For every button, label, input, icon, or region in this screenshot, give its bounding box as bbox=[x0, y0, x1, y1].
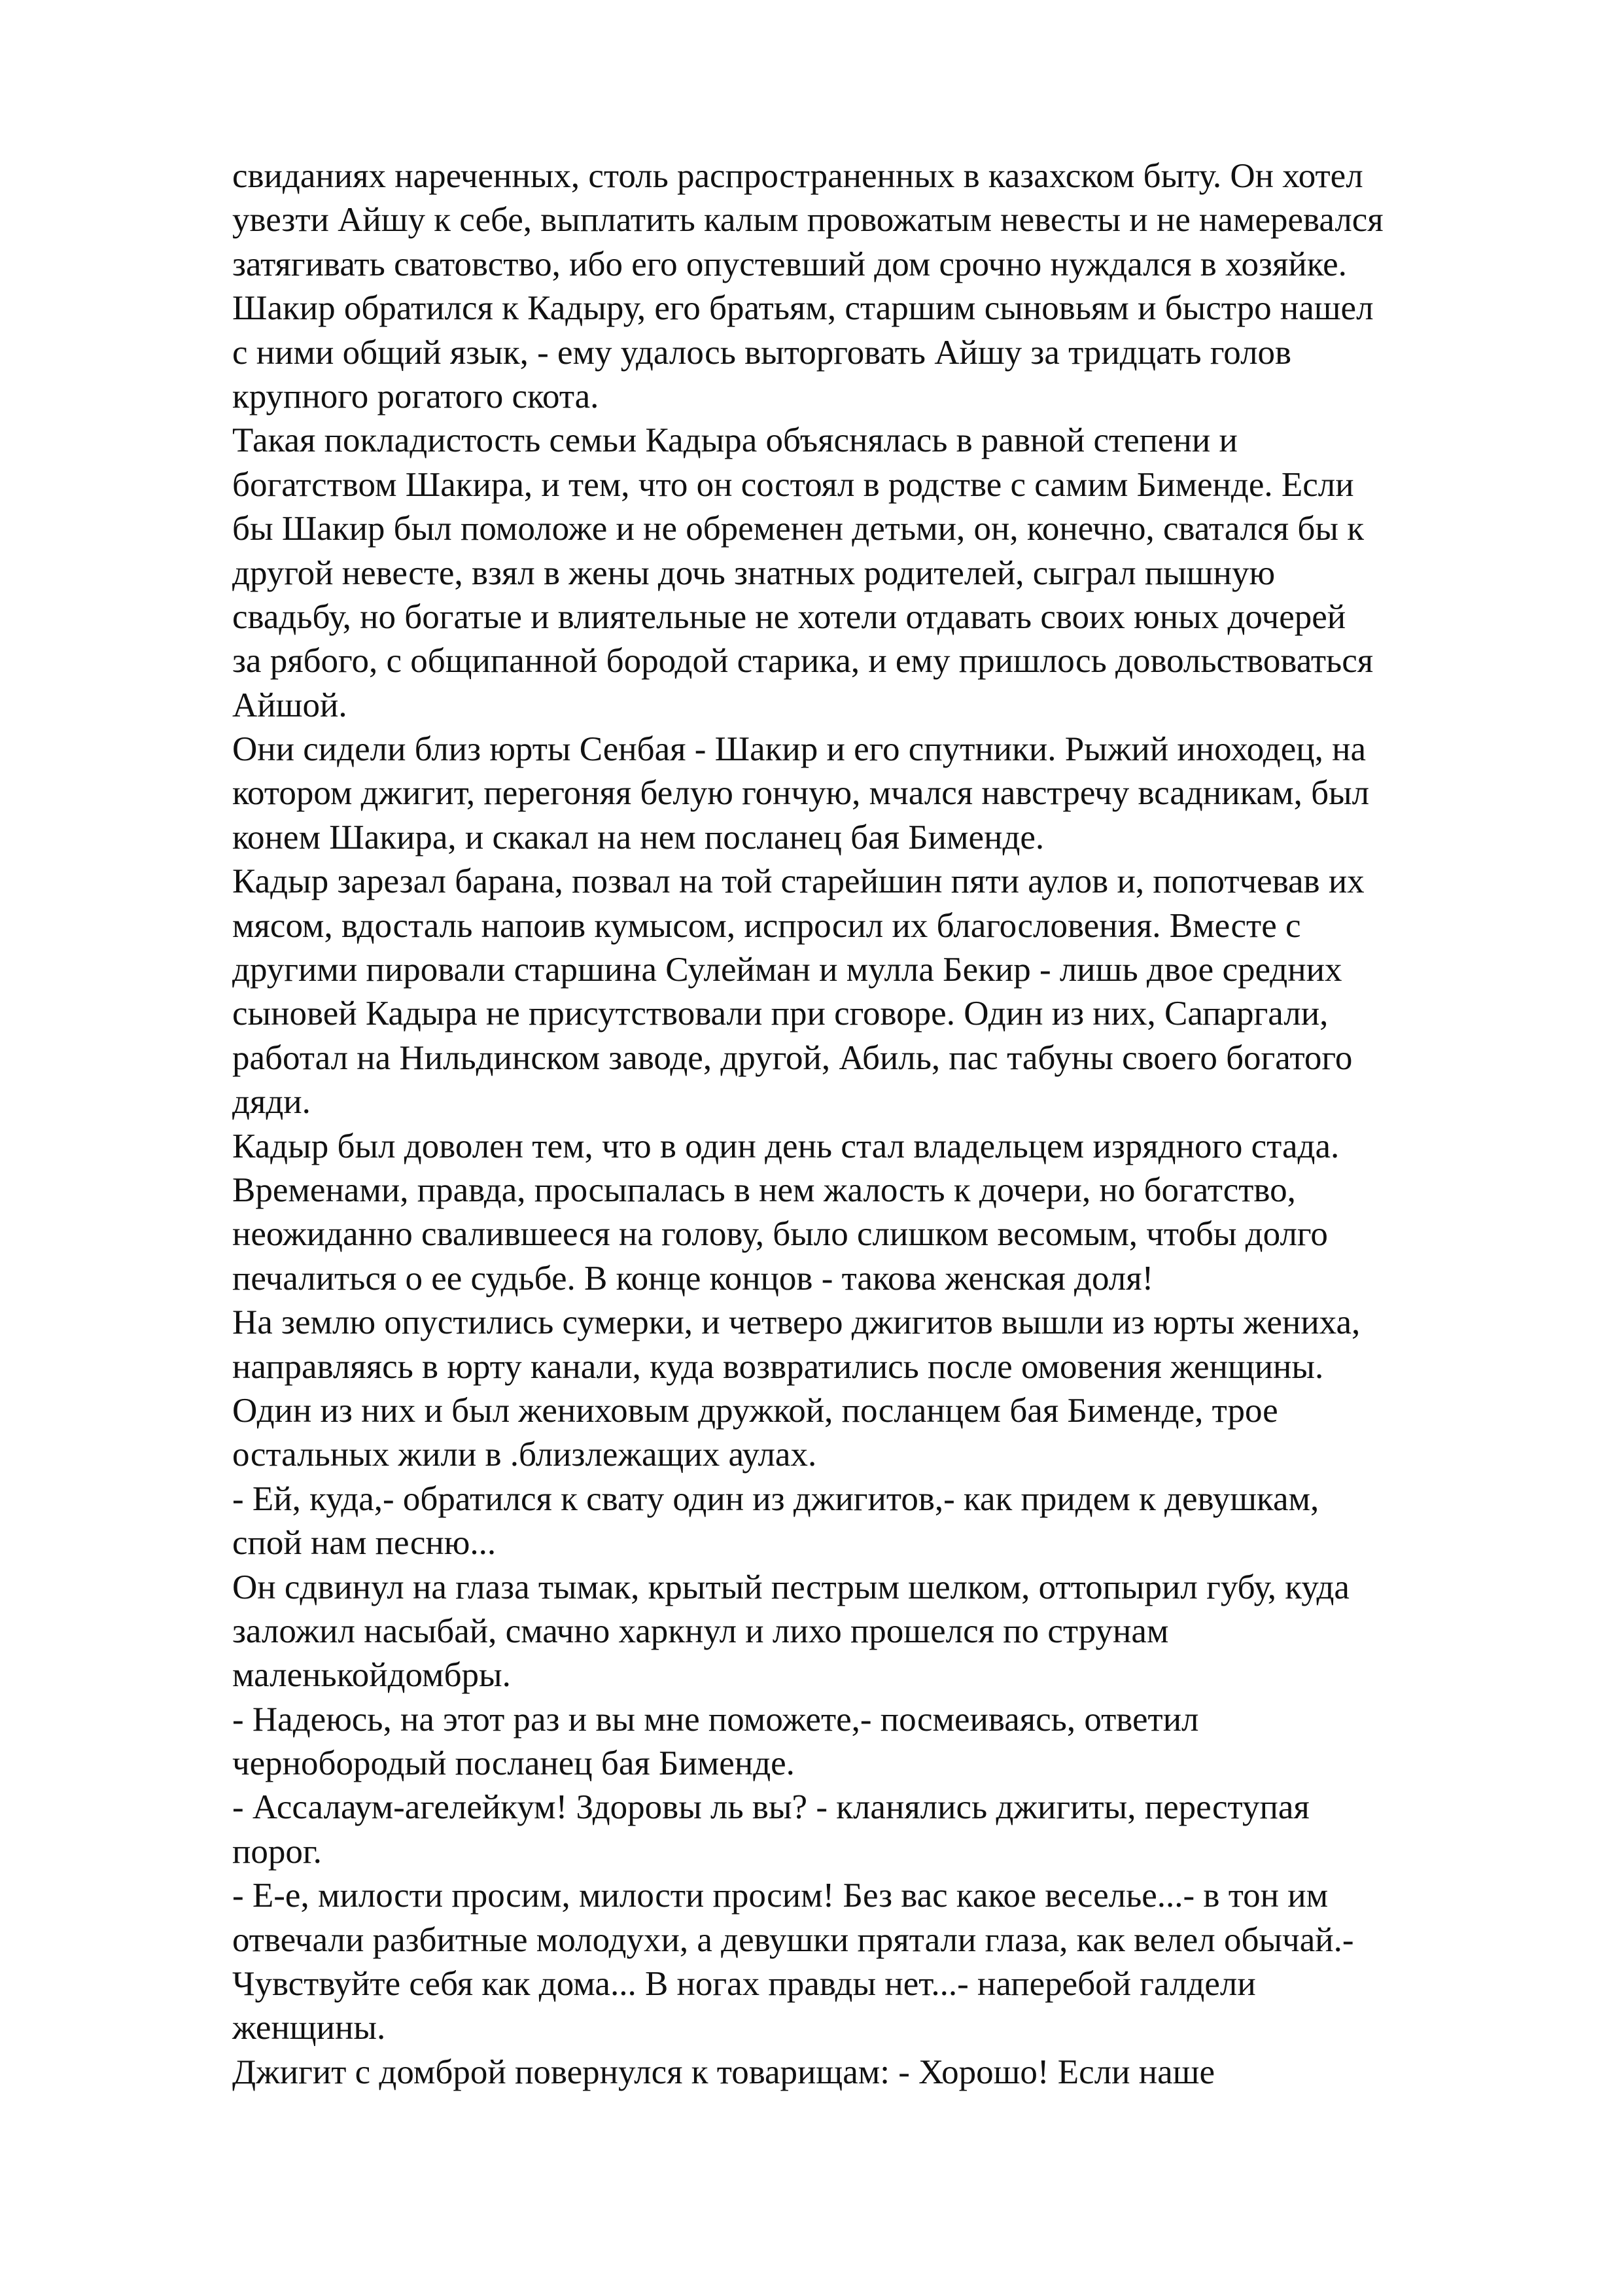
text-line: маленькойдомбры. bbox=[232, 1656, 511, 1695]
text-line: заложил насыбай, смачно харкнул и лихо прошелся по струнам bbox=[232, 1612, 1169, 1650]
text-line: крупного рогатого скота. bbox=[232, 377, 599, 415]
text-line: отвечали разбитные молодухи, а девушки прятали глаза, как велел обычай.- bbox=[232, 1920, 1354, 1959]
text-line: Айшой. bbox=[232, 686, 347, 724]
text-line: другими пировали старшина Сулейман и мулла Бекир - лишь двое средних bbox=[232, 951, 1342, 989]
text-line: с ними общий язык, - ему удалось выторговать Айшу за тридцать голов bbox=[232, 333, 1292, 372]
text-line: Он сдвинул на глаза тымак, крытый пестрым шелком, оттопырил губу, куда bbox=[232, 1568, 1350, 1606]
text-line: Они сидели близ юрты Сенбая - Шакир и его спутники. Рыжий иноходец, на bbox=[232, 730, 1366, 769]
text-line: увезти Айшу к себе, выплатить калым провожатым невесты и не намеревался bbox=[232, 201, 1384, 239]
text-line: Чувствуйте себя как дома... В ногах правды нет...- наперебой галдели bbox=[232, 1965, 1256, 2004]
text-line: Шакир обратился к Кадыру, его братьям, старшим сыновьям и быстро нашел bbox=[232, 289, 1374, 328]
text-line: работал на Нильдинском заводе, другой, Абиль, пас табуны своего богатого bbox=[232, 1038, 1353, 1077]
text-line: На землю опустились сумерки, и четверо джигитов вышли из юрты жениха, bbox=[232, 1303, 1361, 1342]
text-line: Временами, правда, просыпалась в нем жалость к дочери, но богатство, bbox=[232, 1171, 1296, 1209]
text-line: направляясь в юрту канали, куда возвратились после омовения женщины. bbox=[232, 1347, 1324, 1386]
text-line: Такая покладистость семьи Кадыра объяснялась в равной степени и bbox=[232, 421, 1238, 460]
text-line: неожиданно свалившееся на голову, было слишком весомым, чтобы долго bbox=[232, 1215, 1328, 1254]
text-line: мясом, вдосталь напоив кумысом, испросил их благословения. Вместе с bbox=[232, 906, 1301, 945]
text-line: Джигит с домброй повернулся к товарищам: - Хорошо! Если наше bbox=[232, 2053, 1215, 2091]
text-line: - Ей, куда,- обратился к свату один из джигитов,- как придем к девушкам, bbox=[232, 1479, 1319, 1518]
text-line: Один из них и был жениховым дружкой, посланцем бая Бименде, трое bbox=[232, 1391, 1278, 1430]
text-line: порог. bbox=[232, 1832, 322, 1871]
text-line: богатством Шакира, и тем, что он состоял в родстве с самим Бименде. Если bbox=[232, 465, 1354, 504]
text-line: печалиться о ее судьбе. В конце концов - такова женская доля! bbox=[232, 1259, 1154, 1298]
text-line: сыновей Кадыра не присутствовали при сговоре. Один из них, Сапаргали, bbox=[232, 995, 1329, 1033]
text-line: остальных жили в .близлежащих аулах. bbox=[232, 1436, 817, 1474]
text-line: свиданиях нареченных, столь распространенных в казахском быту. Он хотел bbox=[232, 157, 1363, 195]
text-line: бы Шакир был помоложе и не обременен детьми, он, конечно, сватался бы к bbox=[232, 510, 1364, 548]
text-line: - Надеюсь, на этот раз и вы мне поможете,- посмеиваясь, ответил bbox=[232, 1700, 1199, 1739]
text-line: - Ассалаум-агелейкум! Здоровы ль вы? - кланялись джигиты, переступая bbox=[232, 1788, 1310, 1827]
text-line: Кадыр зарезал барана, позвал на той старейшин пяти аулов и, попотчевав их bbox=[232, 862, 1365, 901]
text-line: спой нам песню... bbox=[232, 1524, 497, 1563]
text-line: затягивать сватовство, ибо его опустевший дом срочно нуждался в хозяйке. bbox=[232, 245, 1347, 283]
text-line: за рябого, с общипанной бородой старика, и ему пришлось довольствоваться bbox=[232, 642, 1374, 680]
text-line: свадьбу, но богатые и влиятельные не хотели отдавать своих юных дочерей bbox=[232, 597, 1346, 636]
text-line: конем Шакира, и скакал на нем посланец бая Бименде. bbox=[232, 818, 1045, 857]
text-line: женщины. bbox=[232, 2009, 386, 2047]
text-line: котором джигит, перегоняя белую гончую, мчался навстречу всадникам, был bbox=[232, 774, 1370, 813]
text-line: чернобородый посланец бая Бименде. bbox=[232, 1744, 795, 1783]
text-line: дяди. bbox=[232, 1083, 311, 1122]
text-line: Кадыр был доволен тем, что в один день стал владельцем изрядного стада. bbox=[232, 1127, 1340, 1165]
body-text bbox=[232, 154, 1508, 2094]
text-line: - Е-е, милости просим, милости просим! Без вас какое веселье...- в тон им bbox=[232, 1877, 1329, 1915]
text-line: другой невесте, взял в жены дочь знатных родителей, сыграл пышную bbox=[232, 554, 1276, 592]
